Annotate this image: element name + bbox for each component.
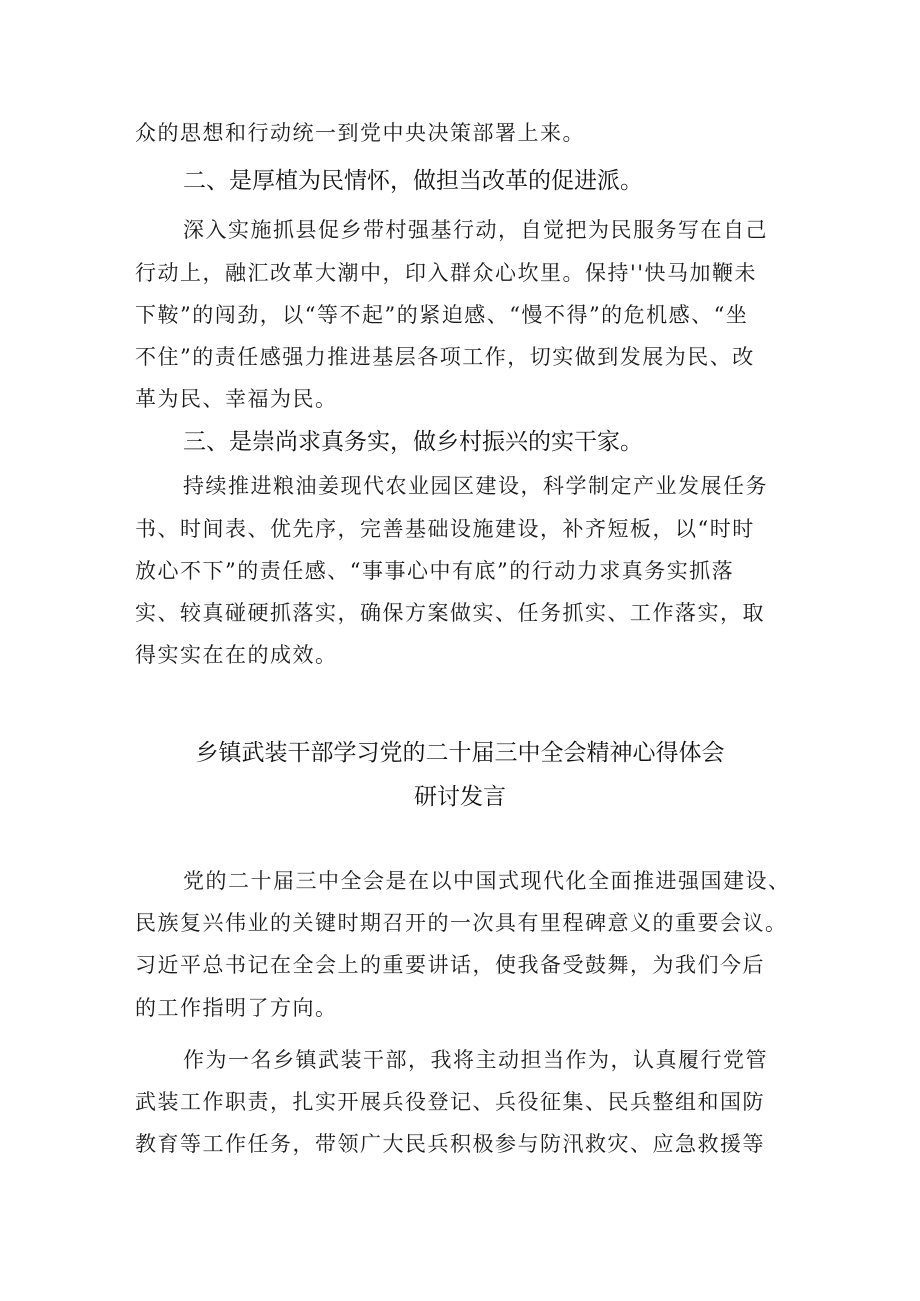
paragraph-line: 得实实在在的成效。 (135, 643, 338, 667)
paragraph-line: 革为民、幸福为民。 (135, 387, 338, 411)
paragraph-line: 习近平总书记在全会上的重要讲话，使我备受鼓舞，为我们今后 (135, 953, 765, 977)
paragraph-line: 不住”的责任感强力推进基层各项工作，切实做到发展为民、改 (135, 345, 755, 369)
paragraph-line: 教育等工作任务，带领广大民兵积极参与防汛救灾、应急救援等 (135, 1132, 765, 1156)
paragraph-line: 民族复兴伟业的关键时期召开的一次具有里程碑意义的重要会议。 (135, 911, 788, 935)
paragraph-line: 实、较真碰硬抓落实，确保方案做实、任务抓实、工作落实，取 (135, 601, 765, 625)
paragraph-line: 行动上，融汇改革大潮中，印入群众心坎里。保持''快马加鞭未 (135, 261, 758, 285)
article-title: 乡镇武装干部学习党的二十届三中全会精神心得体会 (195, 740, 725, 766)
paragraph-line: 书、时间表、优先序，完善基础设施建设，补齐短板，以“时时 (135, 517, 755, 541)
paragraph-line: 放心不下”的责任感、“事事心中有底”的行动力求真务实抓落 (135, 559, 735, 583)
section-heading-2: 二、是厚植为民情怀，做担当改革的促进派。 (183, 168, 643, 194)
paragraph-line: 持续推进粮油姜现代农业园区建设，科学制定产业发展任务 (183, 474, 768, 498)
paragraph-line: 下鞍”的闯劲，以“等不起”的紧迫感、“慢不得”的危机感、“坐 (135, 303, 749, 327)
article-subtitle: 研讨发言 (414, 784, 506, 810)
paragraph-line: 武装工作职责，扎实开展兵役登记、兵役征集、民兵整组和国防 (135, 1090, 765, 1114)
paragraph-line: 党的二十届三中全会是在以中国式现代化全面推进强国建设、 (183, 869, 791, 893)
paragraph-line: 众的思想和行动统一到党中央决策部署上来。 (135, 121, 585, 145)
paragraph-line: 的工作指明了方向。 (135, 996, 338, 1020)
section-heading-3: 三、是崇尚求真务实，做乡村振兴的实干家。 (183, 429, 643, 455)
paragraph-line: 作为一名乡镇武装干部，我将主动担当作为，认真履行党管 (183, 1048, 768, 1072)
paragraph-line: 深入实施抓县促乡带村强基行动，自觉把为民服务写在自己 (183, 218, 768, 242)
